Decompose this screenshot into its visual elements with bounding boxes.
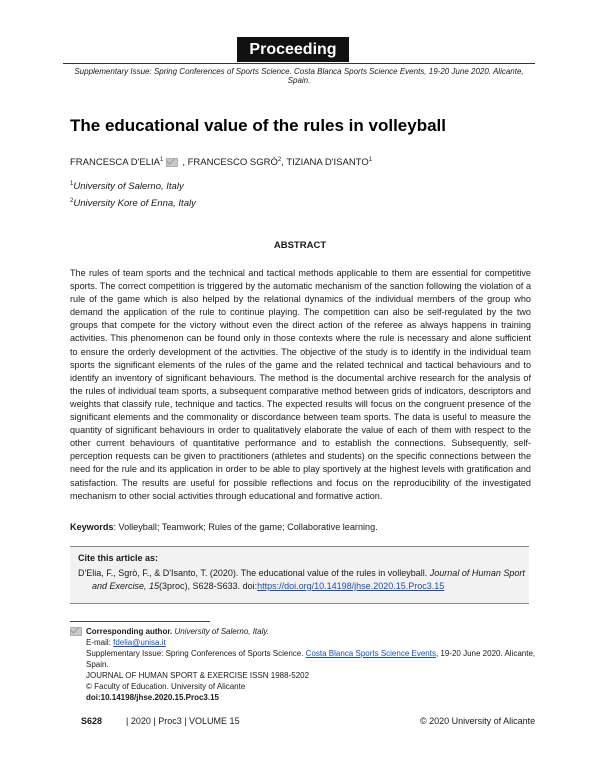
citation-suffix: (3proc), S628-S633. doi: — [159, 581, 258, 591]
mail-icon — [70, 627, 82, 636]
doi-link[interactable]: https://doi.org/10.14198/jhse.2020.15.Proc3.15 — [257, 581, 445, 591]
author-list: FRANCESCA D'ELIA$^1$ , FRANCESCO SGRÒ$^2$, TIZIANA D'ISANTO$^1$ — [70, 157, 373, 169]
affiliation-2 — [70, 198, 196, 209]
author-name: TIZIANA D'ISANTO — [286, 157, 369, 169]
section-badge: Proceeding — [237, 37, 349, 62]
email-label: E-mail: — [86, 638, 114, 647]
author-sup: 1 — [159, 157, 164, 163]
author-name: FRANCESCO SGRÒ — [187, 157, 278, 169]
events-link[interactable]: Costa Blanca Sports Science Events — [305, 649, 436, 658]
footer-copyright: © 2020 University of Alicante — [420, 716, 536, 726]
citation-heading: Cite this article as: — [78, 553, 159, 563]
doi-line: doi:10.14198/jhse.2020.15.Proc3.15 — [86, 693, 219, 702]
corresponding-label: Corresponding author. — [86, 627, 173, 636]
abstract-body: The rules of team sports and the technical and tactical methods applicable to them are essential for competitive sports. The correct competition is triggered by the automatic mechanism of the sanction following the violation of a rule of the game which is also helped by the relational dynamics of the individual members of the group who demand the application of the rule to continue playing. The competition can also be self-regulated by the two groups that compete for the victory without even the direct action of the referee as always happens in training activities. This phenomenon can be found only in those contexts where the rule is necessary and alone sufficient to ensure the orderly development of the activities. The objective of the study is to identify in the individual team sports the significant elements of the rules of the game and the related technical and tactical behaviours and to identify an inventory of significant behaviours. The method is the documental archive research for the analysis of the rules of individual team sports, a subsequent comparative method between grids of indicators, descriptors and weights that classify rule, technique and tactics. The expected results will focus on the congruent presence of the significant elements and the commonality or discordance between team sports. The data is useful to measure the quantity of significant behaviours in order to qualitatively elaborate the value of each of them with respect to the other current behaviours of quantitative performance and to establish the connections. Subsequently, self-perception requests can be given to practitioners (athletes and students) on the specific connections between the need for the rule and its application in order to be able to play sportively at the highest levels with gratification and satisfaction. The results are useful for possible reflections and focus on the reproducibility of the investigated mechanism to other social activities through educational and formative action. — [70, 268, 531, 501]
author-sup: 2 — [277, 157, 282, 163]
supp-prefix: Supplementary Issue: Spring Conferences of Sports Science. — [86, 649, 306, 658]
email-link[interactable]: fdelia@unisa.it — [113, 638, 166, 647]
supp-suffix: , 19-20 June 2020. Alicante, Spain. — [86, 649, 536, 669]
citation-prefix: D'Elia, F., Sgrò, F., & D'Isanto, T. (2020). The educational value of the rules in volleyball. — [78, 568, 430, 578]
keywords — [70, 522, 531, 532]
abstract-heading: ABSTRACT — [273, 240, 327, 251]
footnote-rule — [70, 621, 210, 622]
supplementary-note — [70, 648, 540, 670]
affiliation-1 — [70, 181, 184, 192]
keywords-label: Keywords — [70, 522, 114, 532]
footnotes — [70, 626, 540, 703]
citation-text — [78, 567, 538, 593]
article-title: The educational value of the rules in volleyball — [70, 116, 446, 135]
author-name: FRANCESCA D'ELIA — [70, 157, 160, 169]
journal-line: JOURNAL OF HUMAN SPORT & EXERCISE ISSN 1988-5202 — [86, 671, 310, 680]
faculty-line: © Faculty of Education. University of Alicante — [86, 682, 246, 691]
citation-box — [70, 546, 529, 604]
author-sup: 1 — [368, 157, 373, 163]
citation-journal: Journal of Human Sport and Exercise, 15 — [92, 568, 525, 591]
header-rule — [63, 63, 535, 64]
mail-icon[interactable] — [166, 158, 178, 167]
affiliation-text: University Kore of Enna, Italy — [73, 198, 196, 210]
issue-info: | 2020 | Proc3 | VOLUME 15 — [126, 716, 240, 726]
affiliation-text: University of Salerno, Italy — [73, 181, 184, 193]
corresponding-author — [70, 626, 540, 637]
affiliation-sup: 2 — [70, 198, 74, 204]
supplementary-line: Supplementary Issue: Spring Conferences of Sports Science. Costa Blanca Sports Science Events, 19-20 June 2020. Alicante, Spain. — [74, 67, 524, 85]
corresponding-text: University of Salerno, Italy. — [172, 627, 270, 636]
page-number: S628 — [81, 716, 103, 726]
email-line — [70, 637, 540, 648]
keywords-text: : Volleyball; Teamwork; Rules of the game; Collaborative learning. — [113, 522, 378, 532]
affiliation-sup: 1 — [70, 181, 74, 187]
